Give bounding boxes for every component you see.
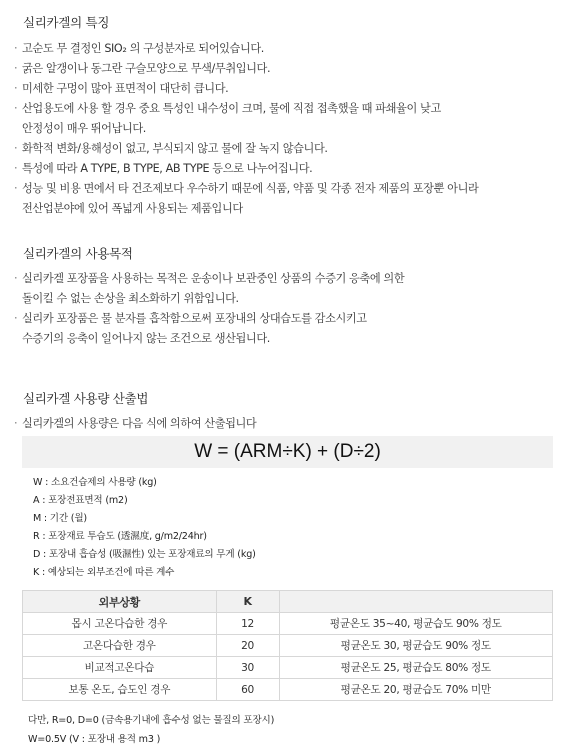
cell-k: 12 xyxy=(216,613,279,635)
bullet: · xyxy=(14,417,18,430)
feature-line-4-cont: 안정성이 매우 뛰어납니다. xyxy=(22,122,146,135)
feature-text-3: 미세한 구멍이 많아 표면적이 대단히 큽니다. xyxy=(22,82,229,95)
definition-r: R : 포장재료 투습도 (透濕度, g/m2/24hr) xyxy=(33,531,207,542)
feature-text-6: 특성에 따라 A TYPE, B TYPE, AB TYPE 등으로 나누어집니다. xyxy=(22,162,313,175)
cell-condition: 고온다습한 경우 xyxy=(23,635,217,657)
cell-condition: 몹시 고온다습한 경우 xyxy=(23,613,217,635)
purpose-text-1: 실리카겔 포장품을 사용하는 목적은 운송이나 보관중인 상품의 수증기 응축에 의한 xyxy=(22,272,405,285)
feature-text-4: 산업용도에 사용 할 경우 중요 특성인 내수성이 크며, 물에 직접 접촉했을 때 파쇄율이 낮고 xyxy=(22,102,441,115)
cell-description: 평균온도 35~40, 평균습도 90% 정도 xyxy=(279,613,553,635)
feature-text-5: 화학적 변화/용해성이 없고, 부식되지 않고 물에 잘 녹지 않습니다. xyxy=(22,142,328,155)
cell-description: 평균온도 30, 평균습도 90% 정도 xyxy=(279,635,553,657)
cell-k: 30 xyxy=(216,657,279,679)
feature-line-2 xyxy=(14,60,270,76)
bullet: · xyxy=(14,272,18,285)
bullet: · xyxy=(14,42,18,55)
bullet: · xyxy=(14,102,18,115)
feature-line-4 xyxy=(14,100,441,116)
purpose-line-2 xyxy=(14,310,367,326)
purpose-line-1-cont: 돌이킬 수 없는 손상을 최소화하기 위함입니다. xyxy=(22,292,239,305)
bullet: · xyxy=(14,62,18,75)
bullet: · xyxy=(14,182,18,195)
bullet: · xyxy=(14,312,18,325)
purpose-text-2: 실리카 포장품은 물 분자를 흡착함으로써 포장내의 상대습도를 감소시키고 xyxy=(22,312,367,325)
calculation-intro-text: 실리카겔의 사용량은 다음 식에 의하여 산출됩니다 xyxy=(22,417,257,430)
bullet: · xyxy=(14,162,18,175)
feature-line-5 xyxy=(14,140,328,156)
header-description xyxy=(279,591,553,613)
definition-w: W : 소요건습제의 사용량 (kg) xyxy=(33,477,157,488)
features-title: 실리카겔의 특징 xyxy=(23,15,110,30)
note-volume-formula: W=0.5V (V : 포장내 용적 m3 ) xyxy=(28,734,161,745)
purpose-line-2-cont: 수증기의 응축이 일어나지 않는 조건으로 생산됩니다. xyxy=(22,332,270,345)
purpose-title: 실리카겔의 사용목적 xyxy=(23,246,133,261)
cell-condition: 보통 온도, 습도인 경우 xyxy=(23,679,217,701)
calculation-title: 실리카겔 사용량 산출법 xyxy=(23,391,149,406)
definition-d: D : 포장내 흡습성 (吸濕性) 있는 포장재료의 무게 (kg) xyxy=(33,549,256,560)
feature-line-1 xyxy=(14,40,264,56)
header-k: K xyxy=(216,591,279,613)
formula-box xyxy=(22,436,553,468)
definition-k: K : 예상되는 외부조건에 따른 계수 xyxy=(33,567,175,578)
table-row xyxy=(23,679,553,701)
calculation-intro xyxy=(14,415,256,431)
feature-line-7 xyxy=(14,180,478,196)
table-row xyxy=(23,613,553,635)
feature-text-1: 고순도 무 결정인 SIO₂ 의 구성분자로 되어있습니다. xyxy=(22,42,264,55)
cell-description: 평균온도 20, 평균습도 70% 미만 xyxy=(279,679,553,701)
k-coefficient-table xyxy=(22,590,553,701)
definition-m: M : 기간 (월) xyxy=(33,513,87,524)
header-condition: 외부상황 xyxy=(23,591,217,613)
table-row xyxy=(23,657,553,679)
cell-k: 20 xyxy=(216,635,279,657)
definition-a: A : 포장전표면적 (m2) xyxy=(33,495,128,506)
feature-text-2: 굵은 알갱이나 동그란 구슬모양으로 무색/무취입니다. xyxy=(22,62,271,75)
purpose-line-1 xyxy=(14,270,404,286)
cell-description: 평균온도 25, 평균습도 80% 정도 xyxy=(279,657,553,679)
formula: W = (ARM÷K) + (D÷2) xyxy=(194,441,381,462)
bullet: · xyxy=(14,82,18,95)
feature-text-7: 성능 및 비용 면에서 타 건조제보다 우수하기 때문에 식품, 약품 및 각종 전자 제품의 포장뿐 아니라 xyxy=(22,182,479,195)
bullet: · xyxy=(14,142,18,155)
note-exception: 다만, R=0, D=0 (금속용기내에 흡수성 없는 물질의 포장시) xyxy=(28,715,275,726)
table-row xyxy=(23,635,553,657)
cell-k: 60 xyxy=(216,679,279,701)
table-header-row xyxy=(23,591,553,613)
feature-line-6 xyxy=(14,160,312,176)
feature-line-7-cont: 전산업분야에 있어 폭넓게 사용되는 제품입니다 xyxy=(22,202,243,215)
feature-line-3 xyxy=(14,80,228,96)
cell-condition: 비교적고온다습 xyxy=(23,657,217,679)
